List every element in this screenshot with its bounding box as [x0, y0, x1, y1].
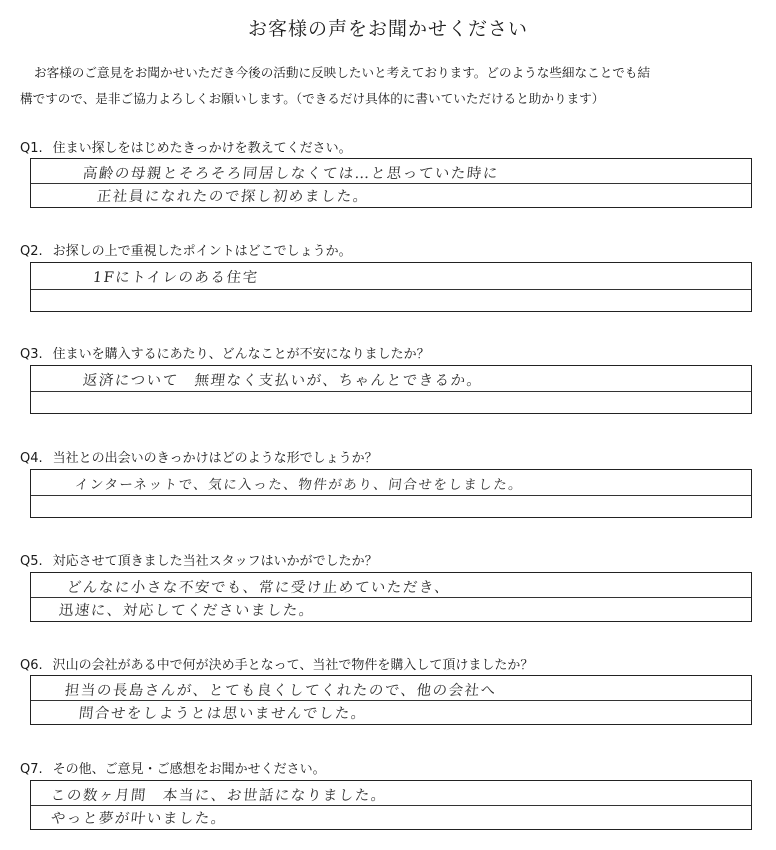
intro-line-1: お客様のご意見をお聞かせいただき今後の活動に反映したいと考えております。どのような些細なことでも結 [34, 65, 651, 80]
question-text: お探しの上で重視したポイントはどこでしょうか。 [52, 244, 352, 259]
answer-divider [31, 183, 751, 184]
answer-line-2: 迅速に、対応してくださいました。 [58, 603, 316, 619]
answer-line-1: 返済について 無理なく支払いが、ちゃんとできるか。 [82, 373, 484, 389]
answer-line-2: やっと夢が叶いました。 [50, 811, 228, 827]
question-q1 [20, 137, 352, 156]
question-text: 住まい探しをはじめたきっかけを教えてください。 [52, 141, 352, 156]
question-number: Q1. [20, 141, 43, 156]
question-text: 住まいを購入するにあたり、どんなことが不安になりましたか？ [52, 347, 430, 362]
answer-divider [31, 495, 751, 496]
answer-box-q7 [30, 780, 752, 830]
answer-box-q6 [30, 675, 752, 725]
question-text: 当社との出会いのきっかけはどのような形でしょうか？ [52, 451, 378, 466]
answer-box-q4 [30, 469, 752, 518]
question-q5 [20, 550, 378, 569]
answer-divider [31, 700, 751, 701]
question-number: Q4. [20, 451, 43, 466]
answer-line-1: インターネットで、気に入った、物件があり、问合せをしました。 [73, 477, 525, 493]
question-q2 [20, 240, 352, 259]
answer-divider [31, 391, 751, 392]
answer-line-1: この数ヶ月間 本当に、お世話になりました。 [50, 788, 388, 804]
answer-line-1: 担当の長島さんが、とても良くしてくれたので、他の会社へ [64, 683, 498, 699]
question-q3 [20, 343, 430, 362]
question-q6 [20, 654, 533, 673]
question-number: Q3. [20, 347, 43, 362]
page-title: お客様の声をお聞かせください [247, 18, 528, 40]
answer-box-q2 [30, 262, 752, 312]
question-number: Q2. [20, 244, 43, 259]
question-number: Q7. [20, 762, 43, 777]
answer-line-2: 問合せをしようとは思いませんでした。 [78, 706, 368, 722]
answer-line-1: 高齢の母親とそろそろ同居しなくては…と思っていた時に [82, 166, 500, 182]
answer-box-q5 [30, 572, 752, 622]
answer-box-q3 [30, 365, 752, 414]
intro-text [20, 60, 760, 112]
answer-divider [31, 597, 751, 598]
answer-divider [31, 805, 751, 806]
question-text: 対応させて頂きました当社スタッフはいかがでしたか？ [52, 554, 378, 569]
intro-line-2: 構ですので、是非ご協力よろしくお願いします。（できるだけ具体的に書いていただけると助かります） [20, 91, 605, 106]
question-text: 沢山の会社がある中で何が決め手となって、当社で物件を購入して頂けましたか？ [52, 658, 534, 673]
question-q7 [20, 758, 326, 777]
answer-line-1: どんなに小さな不安でも、常に受け止めていただき、 [66, 580, 452, 596]
answer-line-1: 1Fにトイレのある住宅 [92, 270, 260, 286]
answer-box-q1 [30, 158, 752, 208]
question-q4 [20, 447, 378, 466]
question-text: その他、ご意見・ご感想をお聞かせください。 [52, 762, 326, 777]
answer-line-2: 正社員になれたので探し初めました。 [96, 189, 370, 205]
answer-divider [31, 289, 751, 290]
question-number: Q6. [20, 658, 43, 673]
question-number: Q5. [20, 554, 43, 569]
